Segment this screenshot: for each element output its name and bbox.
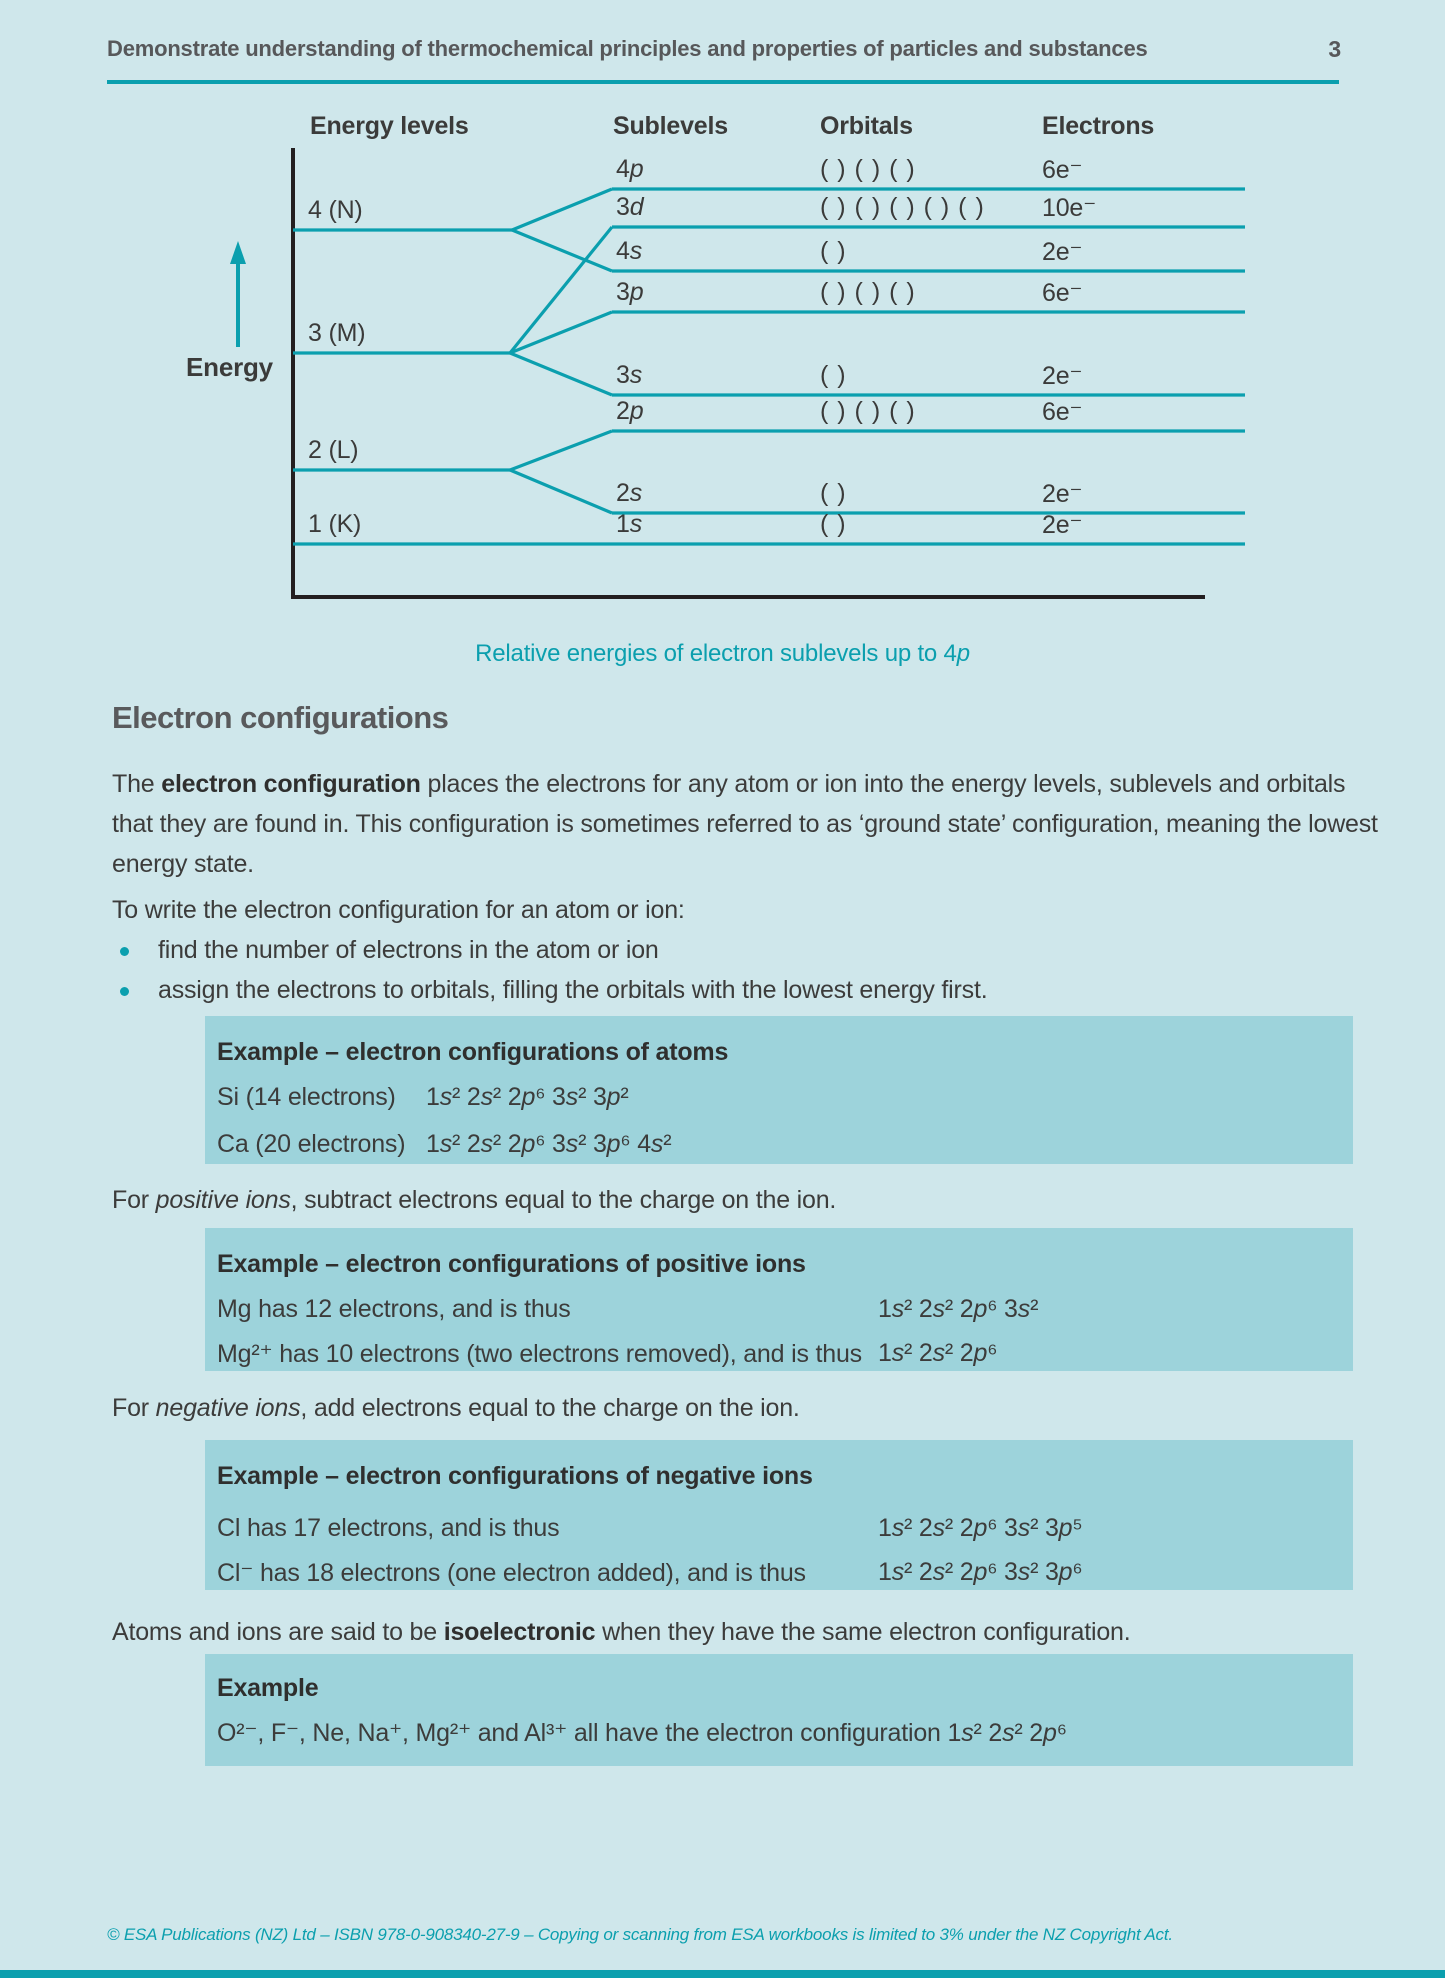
example-box-title: Example – electron configurations of negative ions (217, 1462, 813, 1490)
example-row-label: Mg²⁺ has 10 electrons (two electrons removed), and is thus (217, 1340, 862, 1368)
column-header-orbitals: Orbitals (820, 112, 913, 140)
level-label-4N: 4 (N) (308, 196, 363, 224)
electrons-2p: 6e⁻ (1042, 398, 1083, 426)
note-italic: negative ions (155, 1394, 301, 1422)
iso-config: 1s² 2s² 2p⁶ (947, 1719, 1067, 1747)
bullet-item: assign the electrons to orbitals, filling the orbitals with the lowest energy first. (158, 976, 988, 1004)
energy-arrow-head (230, 241, 246, 264)
energy-axis-label: Energy (186, 352, 273, 382)
bullet-dot (120, 987, 129, 996)
example-box-positive-ions (205, 1228, 1353, 1371)
bullet-dot (120, 947, 129, 956)
example-box-title: Example – electron configurations of positive ions (217, 1250, 806, 1278)
iso-post: when they have the same electron configuration. (595, 1618, 1131, 1646)
orbitals-4s: ( ) (820, 237, 847, 265)
sublevel-label-3s: 3s (616, 361, 643, 389)
example-row-config: 1s² 2s² 2p⁶ 3s² 3p⁵ (878, 1514, 1083, 1542)
electrons-4s: 2e⁻ (1042, 238, 1083, 266)
write-config-line: To write the electron configuration for an atom or ion: (112, 896, 685, 924)
example-row-label: Cl has 17 electrons, and is thus (217, 1514, 560, 1542)
level-label-3M: 3 (M) (308, 319, 366, 347)
bullet-item: find the number of electrons in the atom or ion (158, 936, 659, 964)
example-box-title: Example (217, 1674, 319, 1702)
sublevel-label-4p: 4p (616, 155, 644, 183)
example-row-config: 1s² 2s² 2p⁶ 3s² 3p⁶ 4s² (426, 1130, 672, 1158)
page-number: 3 (1328, 36, 1341, 62)
note-post: , add electrons equal to the charge on the ion. (300, 1394, 800, 1422)
electrons-2s: 2e⁻ (1042, 480, 1083, 508)
example-box-atoms (205, 1016, 1353, 1164)
intro-paragraph (112, 764, 1382, 884)
branch-3M-3s (510, 353, 612, 395)
orbitals-2p: ( ) ( ) ( ) (820, 397, 916, 425)
electrons-3d: 10e⁻ (1042, 194, 1097, 222)
example-iso-sentence (217, 1718, 1067, 1748)
column-header-sublevels: Sublevels (613, 112, 728, 140)
iso-bold-term: isoelectronic (443, 1618, 596, 1646)
intro-post: places the electrons for any atom or ion into the energy levels, sublevels and orbitals that they are found in. This configuration is sometimes referred to as ‘ground state’ configuration, meaning the lowest energy state. (112, 770, 1378, 878)
sublevel-label-3d: 3d (616, 193, 644, 221)
electrons-3s: 2e⁻ (1042, 362, 1083, 390)
branch-2L-2p (510, 431, 612, 470)
diagram-caption-text: Relative energies of electron sublevels up to 4 (475, 640, 957, 667)
energy-level-diagram (0, 100, 1445, 620)
example-row-label: Cl⁻ has 18 electrons (one electron added), and is thus (217, 1559, 806, 1587)
example-box-isoelectronic (205, 1654, 1353, 1766)
sublevel-label-2s: 2s (616, 479, 643, 507)
note-pre: For (112, 1394, 156, 1422)
electrons-3p: 6e⁻ (1042, 279, 1083, 307)
section-heading: Electron configurations (112, 700, 449, 735)
orbitals-3p: ( ) ( ) ( ) (820, 278, 916, 306)
orbitals-4p: ( ) ( ) ( ) (820, 155, 916, 183)
example-row-config: 1s² 2s² 2p⁶ 3s² (878, 1295, 1039, 1323)
example-row-label: Mg has 12 electrons, and is thus (217, 1295, 571, 1323)
diagram-caption-sublevel-letter: p (956, 640, 970, 667)
note-pre: For (112, 1186, 156, 1214)
positive-ions-note (112, 1186, 836, 1215)
diagram-caption (0, 640, 1445, 668)
example-box-negative-ions (205, 1440, 1353, 1590)
level-label-2L: 2 (L) (308, 436, 359, 464)
level-label-1K: 1 (K) (308, 510, 362, 538)
example-row-label: Si (14 electrons) (217, 1083, 396, 1111)
orbitals-1s: ( ) (820, 510, 847, 538)
column-header-electrons: Electrons (1042, 112, 1155, 140)
iso-pre: Atoms and ions are said to be (112, 1618, 444, 1646)
intro-pre: The (112, 770, 162, 798)
sublevel-label-4s: 4s (616, 237, 643, 265)
orbitals-3s: ( ) (820, 361, 847, 389)
footer-copyright: © ESA Publications (NZ) Ltd – ISBN 978-0-908340-27-9 – Copying or scanning from ESA workbooks is limited to 3% under the NZ Copyright Act. (107, 1925, 1173, 1944)
branch-2L-2s (510, 470, 612, 513)
sublevel-label-1s: 1s (616, 510, 643, 538)
electrons-1s: 2e⁻ (1042, 511, 1083, 539)
isoelectronic-line (112, 1618, 1131, 1647)
example-row-config: 1s² 2s² 2p⁶ 3s² 3p² (426, 1083, 629, 1111)
header-rule (107, 80, 1339, 84)
note-post: , subtract electrons equal to the charge on the ion. (290, 1186, 837, 1214)
orbitals-3d: ( ) ( ) ( ) ( ) ( ) (820, 193, 985, 221)
column-header-energy-levels: Energy levels (310, 112, 469, 140)
example-row-config: 1s² 2s² 2p⁶ 3s² 3p⁶ (878, 1558, 1083, 1586)
iso-species-list: O²⁻, F⁻, Ne, Na⁺, Mg²⁺ and Al³⁺ all have the electron configuration (217, 1719, 948, 1747)
example-row-label: Ca (20 electrons) (217, 1130, 406, 1158)
branch-4N-4s (512, 230, 612, 271)
page-header-title: Demonstrate understanding of thermochemical principles and properties of particles and substances (107, 36, 1148, 61)
note-italic: positive ions (155, 1186, 291, 1214)
sublevel-label-3p: 3p (616, 278, 644, 306)
intro-bold-term: electron configuration (161, 770, 421, 798)
example-box-title: Example – electron configurations of atoms (217, 1038, 729, 1066)
orbitals-2s: ( ) (820, 479, 847, 507)
electrons-4p: 6e⁻ (1042, 156, 1083, 184)
example-row-config: 1s² 2s² 2p⁶ (878, 1339, 998, 1367)
sublevel-label-2p: 2p (616, 397, 644, 425)
negative-ions-note (112, 1394, 800, 1423)
branch-4N-4p (512, 189, 612, 230)
page-bottom-strip (0, 1970, 1445, 1978)
